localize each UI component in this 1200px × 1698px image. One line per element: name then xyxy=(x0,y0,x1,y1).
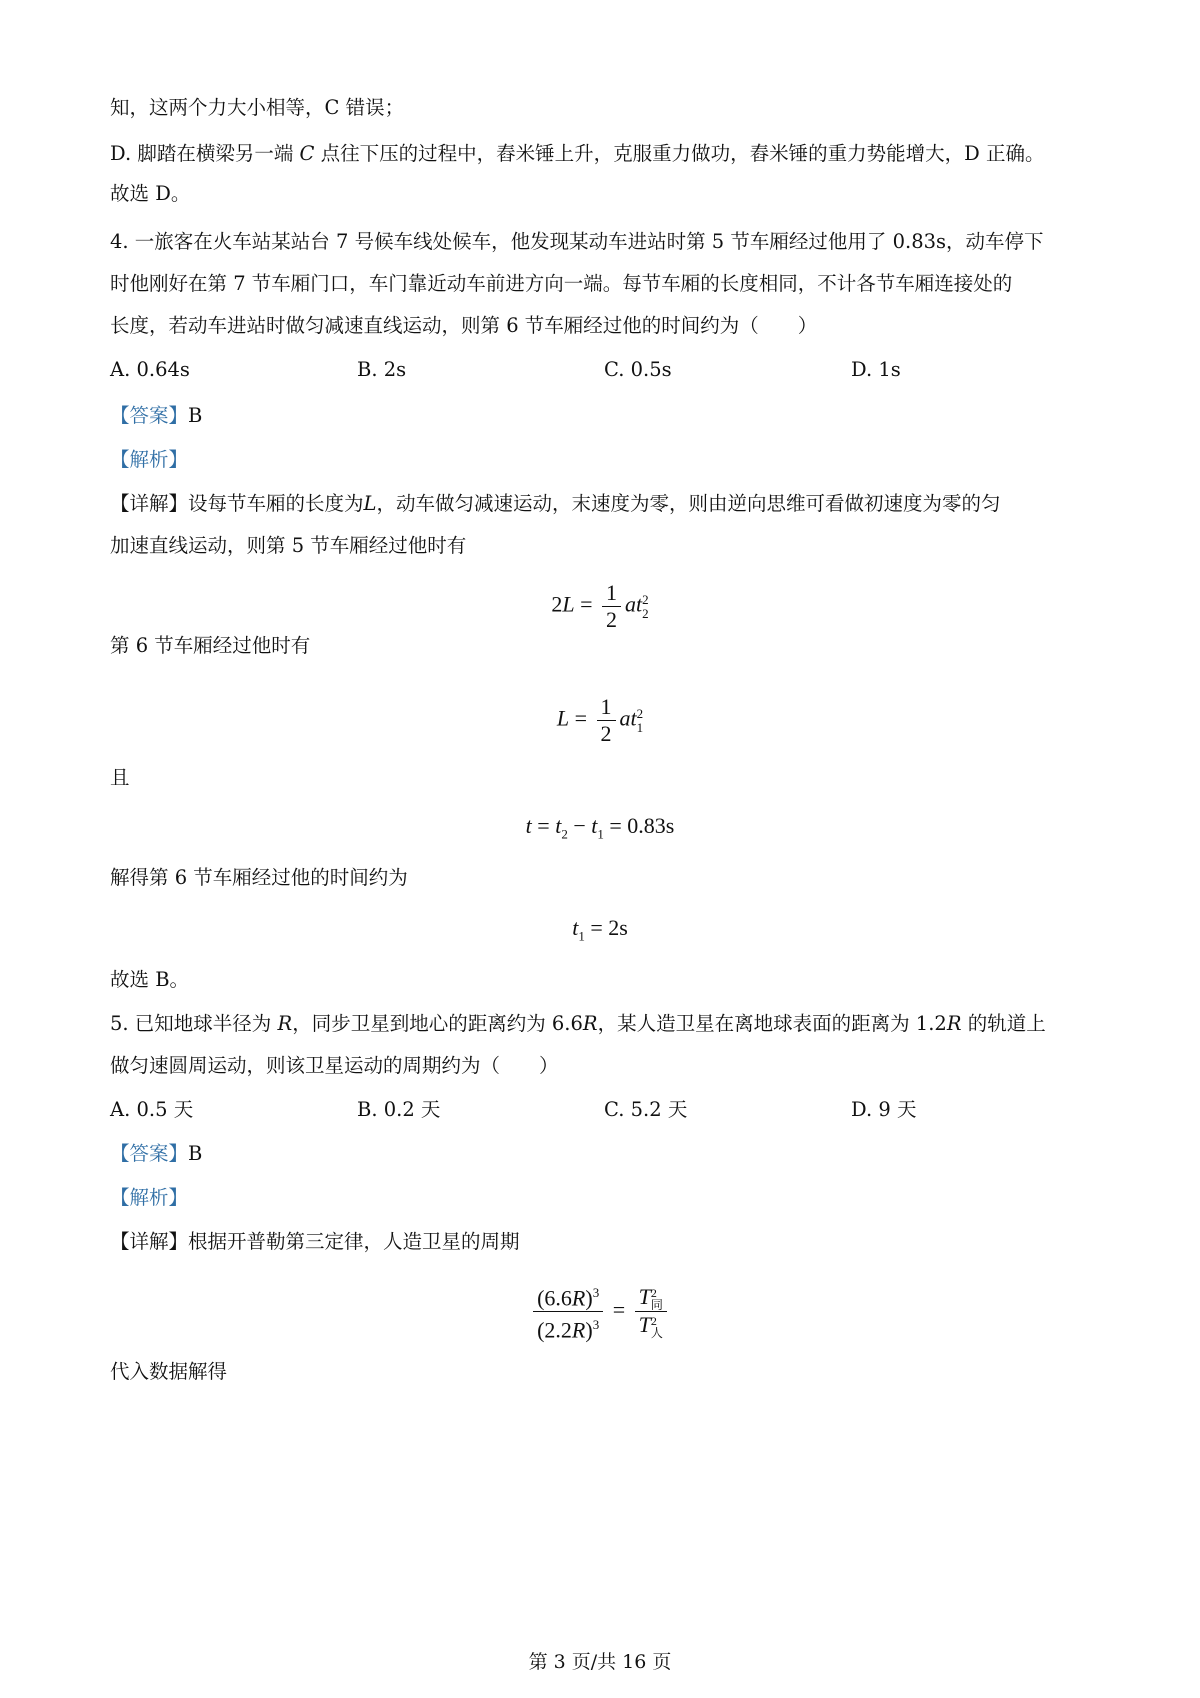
text-line: 解得第 6 节车厢经过他的时间约为 xyxy=(110,866,408,889)
q5-answer: 【答案】B xyxy=(110,1142,203,1165)
text-line: 代入数据解得 xyxy=(110,1360,228,1383)
q4-answer: 【答案】B xyxy=(110,404,203,427)
text-line: 知，这两个力大小相等，C 错误； xyxy=(110,96,405,119)
question-4-text: 长度，若动车进站时做匀减速直线运动，则第 6 节车厢经过他的时间约为（ ） xyxy=(110,314,818,337)
q4-option-c: C. 0.5s xyxy=(604,358,672,381)
equation-4: $t_1 = 2s$ xyxy=(572,915,628,944)
equation-2: L = $\frac{1}{2}$ at 2 1 xyxy=(556,694,644,746)
q4-analysis-heading: 【解析】 xyxy=(110,448,189,471)
text-line: 第 6 节车厢经过他时有 xyxy=(110,634,311,657)
q5-detail: 【详解】根据开普勒第三定律，人造卫星的周期 xyxy=(110,1230,520,1253)
question-4-text: 4. 一旅客在火车站某站台 7 号候车线处候车，他发现某动车进站时第 5 节车厢经过他用了 0.83s，动车停下 xyxy=(110,230,1044,253)
q5-option-c: C. 5.2 天 xyxy=(604,1098,688,1121)
equation-3: $t = t_2 - t_1 = 0.83s$ xyxy=(525,813,675,842)
text-line: 且 xyxy=(110,766,130,789)
equation-5: $\frac{(6.6R)^3}{(2.2R)^3}$ = T 2 同 T 2 人 xyxy=(0,1280,1200,1344)
q4-option-a: A. 0.64s xyxy=(110,358,190,381)
text-line: 故选 B。 xyxy=(110,968,190,991)
question-5-text: 做匀速圆周运动，则该卫星运动的周期约为（ ） xyxy=(110,1054,559,1077)
q5-analysis-heading: 【解析】 xyxy=(110,1186,189,1209)
question-5-text: 5. 已知地球半径为 R，同步卫星到地心的距离约为 6.6R，某人造卫星在离地球表面的距离为 1.2R 的轨道上 xyxy=(110,1012,1046,1035)
question-4-text: 时他刚好在第 7 节车厢门口，车门靠近动车前进方向一端。每节车厢的长度相同，不计各节车厢连接处的 xyxy=(110,272,1013,295)
q4-option-b: B. 2s xyxy=(357,358,407,381)
text-line: D. 脚踏在横梁另一端 C 点往下压的过程中，舂米锤上升，克服重力做功，舂米锤的重力势能增大，D 正确。 xyxy=(110,142,1045,165)
page-footer: 第 3 页/共 16 页 xyxy=(528,1651,672,1673)
text-line: 故选 D。 xyxy=(110,182,191,205)
q4-option-d: D. 1s xyxy=(851,358,901,381)
equation-1: 2L = $\frac{1}{2}$ at 2 2 xyxy=(551,580,649,632)
q4-detail: 加速直线运动，则第 5 节车厢经过他时有 xyxy=(110,534,467,557)
q4-detail: 【详解】设每节车厢的长度为L，动车做匀减速运动，末速度为零，则由逆向思维可看做初速度为零的匀 xyxy=(110,492,1001,515)
q5-option-d: D. 9 天 xyxy=(851,1098,917,1121)
q5-option-b: B. 0.2 天 xyxy=(357,1098,441,1121)
q5-option-a: A. 0.5 天 xyxy=(110,1098,194,1121)
